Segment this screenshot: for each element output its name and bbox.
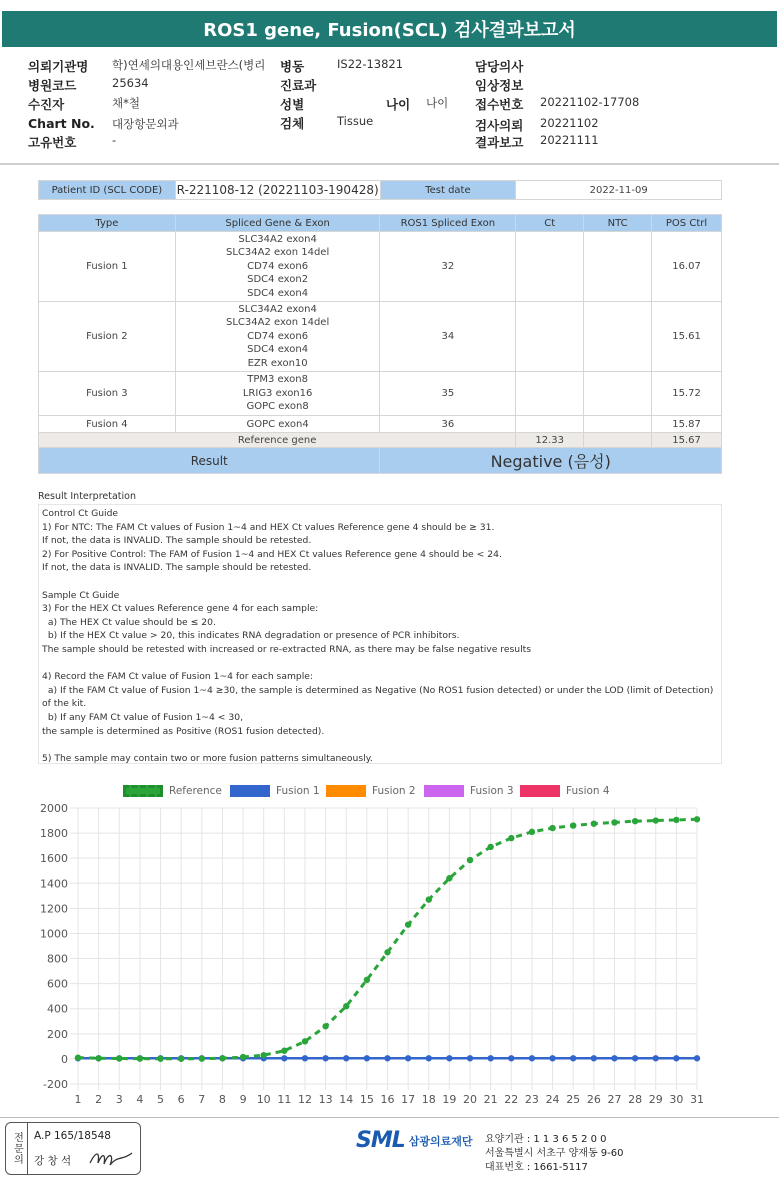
table-row — [39, 372, 722, 416]
row-genes: SLC34A2 exon4 SLC34A2 exon 14del CD74 exon6 SDC4 exon2 SDC4 exon4 — [175, 232, 380, 302]
legend-fusion-4[interactable] — [520, 785, 610, 797]
row-type: Fusion 4 — [39, 416, 176, 433]
data-point — [549, 825, 555, 831]
x-tick-label: 24 — [545, 1093, 560, 1106]
data-point — [529, 1055, 535, 1061]
y-tick-label: 200 — [47, 1027, 68, 1041]
logo-mark: SML — [356, 1128, 405, 1153]
x-tick-label: 10 — [256, 1093, 271, 1106]
data-point — [199, 1055, 205, 1061]
x-tick-label: 19 — [442, 1093, 457, 1106]
data-point — [508, 1055, 514, 1061]
value-request-date: 20221102 — [540, 116, 599, 130]
y-tick-label: 1000 — [40, 927, 68, 941]
data-point — [240, 1054, 246, 1060]
data-point — [157, 1056, 163, 1062]
x-tick-label: 2 — [95, 1093, 103, 1106]
reference-ct: 12.33 — [516, 433, 584, 448]
data-point — [343, 1003, 349, 1009]
x-tick-label: 25 — [566, 1093, 581, 1106]
table-row — [39, 416, 722, 433]
x-tick-label: 15 — [359, 1093, 374, 1106]
data-point — [591, 820, 597, 826]
report-title: ROS1 gene, Fusion(SCL) 검사결과보고서 — [2, 11, 777, 47]
y-tick-label: 400 — [47, 1002, 68, 1016]
label-clinical-info: 임상정보 — [475, 78, 524, 93]
label-ward: 병동 — [280, 59, 305, 74]
x-tick-label: 21 — [483, 1093, 498, 1106]
results-table — [38, 214, 722, 474]
legend-fusion-1[interactable] — [230, 785, 320, 797]
x-tick-label: 20 — [463, 1093, 478, 1106]
data-point — [467, 857, 473, 863]
result-value: Negative (음성) — [380, 448, 722, 474]
x-tick-label: 7 — [198, 1093, 206, 1106]
row-genes: GOPC exon4 — [175, 416, 380, 433]
x-tick-label: 1 — [74, 1093, 82, 1106]
data-point — [446, 1055, 452, 1061]
x-tick-label: 18 — [421, 1093, 436, 1106]
interpretation-title: Result Interpretation — [38, 491, 136, 502]
signature-icon — [88, 1147, 136, 1169]
row-genes: TPM3 exon8 LRIG3 exon16 GOPC exon8 — [175, 372, 380, 416]
x-tick-label: 23 — [524, 1093, 539, 1106]
label-unique-no: 고유번호 — [28, 135, 77, 150]
data-point — [302, 1055, 308, 1061]
data-point — [384, 1055, 390, 1061]
data-point — [611, 1055, 617, 1061]
data-point — [178, 1056, 184, 1062]
row-pos: 15.61 — [652, 302, 722, 372]
data-point — [446, 875, 452, 881]
data-point — [343, 1055, 349, 1061]
data-point — [322, 1055, 328, 1061]
x-tick-label: 26 — [586, 1093, 601, 1106]
y-tick-label: 1600 — [40, 852, 68, 866]
row-ros1: 36 — [380, 416, 516, 433]
value-chart-no: 대장항문외과 — [112, 117, 179, 131]
col-spliced-gene: Spliced Gene & Exon — [175, 215, 380, 232]
x-tick-label: 3 — [115, 1093, 123, 1106]
result-label: Result — [39, 448, 380, 474]
data-point — [426, 1055, 432, 1061]
value-institution: 학)연세의대용인세브란스(병리 — [112, 58, 266, 72]
legend-label: Fusion 2 — [372, 785, 416, 797]
label-institution: 의뢰기관명 — [28, 59, 89, 74]
data-point — [281, 1048, 287, 1054]
y-tick-label: 1200 — [40, 902, 68, 916]
legend-label: Fusion 1 — [276, 785, 320, 797]
value-age: 나이 — [426, 96, 449, 110]
doctor-name: 강 창 석 — [34, 1155, 72, 1167]
data-point — [426, 896, 432, 902]
results-header-row — [39, 215, 722, 232]
legend-fusion-3[interactable] — [424, 785, 514, 797]
label-report-date: 결과보고 — [475, 135, 524, 150]
data-point — [75, 1054, 81, 1060]
row-ntc — [584, 416, 652, 433]
footer-divider — [0, 1117, 779, 1118]
x-tick-label: 17 — [401, 1093, 416, 1106]
data-point — [632, 818, 638, 824]
row-ros1: 32 — [380, 232, 516, 302]
label-specimen: 검체 — [280, 116, 305, 131]
label-hospital-code: 병원코드 — [28, 78, 77, 93]
stamp-side-label — [6, 1123, 28, 1174]
x-tick-label: 9 — [239, 1093, 247, 1106]
data-point — [137, 1055, 143, 1061]
data-point — [116, 1055, 122, 1061]
data-point — [322, 1023, 328, 1029]
x-tick-label: 6 — [177, 1093, 185, 1106]
label-age: 나이 — [386, 97, 411, 112]
x-tick-label: 5 — [157, 1093, 165, 1106]
value-specimen: Tissue — [337, 114, 374, 128]
label-receipt-no: 접수번호 — [475, 97, 524, 112]
y-tick-label: 2000 — [40, 802, 68, 815]
row-pos: 15.87 — [652, 416, 722, 433]
legend-swatch — [520, 785, 560, 797]
row-type: Fusion 2 — [39, 302, 176, 372]
data-point — [673, 817, 679, 823]
col-ntc: NTC — [584, 215, 652, 232]
institution-code: 요양기관 : 1 1 3 6 5 2 0 0 — [485, 1134, 607, 1145]
row-type: Fusion 3 — [39, 372, 176, 416]
data-point — [302, 1038, 308, 1044]
stamp-side-text: 전문의 — [11, 1132, 23, 1165]
patient-id-value: R-221108-12 (20221103-190428) — [175, 181, 380, 200]
data-point — [694, 816, 700, 822]
test-date-label: Test date — [380, 181, 516, 200]
label-chart-no: Chart No. — [28, 116, 95, 131]
legend-fusion-2[interactable] — [326, 785, 416, 797]
result-row — [39, 448, 722, 474]
org-name: 삼광의료재단 — [408, 1134, 473, 1148]
row-ct — [516, 416, 584, 433]
row-ct — [516, 372, 584, 416]
row-ros1: 35 — [380, 372, 516, 416]
x-tick-label: 22 — [504, 1093, 519, 1106]
legend-label: Fusion 4 — [566, 785, 610, 797]
row-ct — [516, 302, 584, 372]
x-tick-label: 16 — [380, 1093, 395, 1106]
row-ct — [516, 232, 584, 302]
data-point — [364, 1055, 370, 1061]
data-point — [611, 819, 617, 825]
y-tick-label: 800 — [47, 952, 68, 966]
table-row — [39, 302, 722, 372]
data-point — [219, 1055, 225, 1061]
data-point — [508, 835, 514, 841]
x-tick-label: 31 — [690, 1093, 704, 1106]
y-tick-label: 0 — [61, 1052, 68, 1066]
x-tick-label: 13 — [318, 1093, 333, 1106]
x-tick-label: 4 — [136, 1093, 144, 1106]
license-number: A.P 165/18548 — [34, 1130, 111, 1142]
col-ros1-exon: ROS1 Spliced Exon — [380, 215, 516, 232]
label-request-date: 검사의뢰 — [475, 118, 524, 133]
value-patient: 채*철 — [112, 96, 140, 110]
data-point — [591, 1055, 597, 1061]
data-point — [281, 1055, 287, 1061]
legend-label: Reference — [169, 785, 222, 797]
x-tick-label: 11 — [277, 1093, 292, 1106]
reference-pos: 15.67 — [652, 433, 722, 448]
doctor-stamp — [5, 1122, 141, 1175]
x-tick-label: 29 — [648, 1093, 663, 1106]
value-report-date: 20221111 — [540, 133, 599, 147]
row-ntc — [584, 302, 652, 372]
data-point — [487, 844, 493, 850]
x-tick-label: 30 — [669, 1093, 684, 1106]
label-department: 진료과 — [280, 78, 317, 93]
legend-label: Fusion 3 — [470, 785, 514, 797]
phone-number: 대표번호 : 1661-5117 — [485, 1162, 588, 1173]
row-genes: SLC34A2 exon4 SLC34A2 exon 14del CD74 exon6 SDC4 exon4 EZR exon10 — [175, 302, 380, 372]
legend-swatch — [123, 785, 163, 797]
x-tick-label: 27 — [607, 1093, 622, 1106]
x-tick-label: 28 — [628, 1093, 643, 1106]
data-point — [384, 949, 390, 955]
row-type: Fusion 1 — [39, 232, 176, 302]
data-point — [549, 1055, 555, 1061]
data-point — [364, 977, 370, 983]
data-point — [694, 1055, 700, 1061]
test-date-value: 2022-11-09 — [516, 181, 722, 200]
col-pos-ctrl: POS Ctrl — [652, 215, 722, 232]
pcr-amplification-chart — [0, 800, 779, 1112]
interpretation-text: Control Ct Guide 1) For NTC: The FAM Ct values of Fusion 1~4 and HEX Ct values Reference gene 4 should be ≥ 31. If not, the data is INVALID. The sample should be retested. 2) For Positive Control: The FAM of Fusion 1~4 and HEX Ct values Reference gene 4 should be < 24. If not, the data is INVALID. The sample should be retested. Sample Ct Guide 3) For the HEX Ct values Reference gene 4 for each sample: a) The HEX Ct value should be ≤ 20. b) If the HEX Ct value > 20, this indicates RNA degradation or presence of PCR inhibitors. The sample should be retested with increased or re-extracted RNA, as there may be false negative results 4) Record the FAM Ct value of Fusion 1~4 for each sample: a) If the FAM Ct value of Fusion 1~4 ≥30, the sample is determined as Negative (No ROS1 fusion detected) or under the LOD (limit of Detection) of the kit. b) If any FAM Ct value of Fusion 1~4 < 30, the sample is determined as Positive (ROS1 fusion detected). 5) The sample may contain two or more fusion patterns simultaneously. — [38, 504, 722, 764]
x-tick-label: 14 — [339, 1093, 354, 1106]
value-hospital-code: 25634 — [112, 76, 149, 90]
x-tick-label: 12 — [297, 1093, 312, 1106]
data-point — [632, 1055, 638, 1061]
reference-gene-row — [39, 433, 722, 448]
legend-reference[interactable] — [123, 785, 222, 797]
data-point — [529, 829, 535, 835]
header-divider — [0, 163, 779, 165]
data-point — [673, 1055, 679, 1061]
col-type: Type — [39, 215, 176, 232]
row-ntc — [584, 232, 652, 302]
reference-ntc — [584, 433, 652, 448]
legend-swatch — [326, 785, 366, 797]
data-point — [405, 1055, 411, 1061]
data-point — [95, 1055, 101, 1061]
label-sex: 성별 — [280, 97, 305, 112]
data-point — [467, 1055, 473, 1061]
patient-id-label: Patient ID (SCL CODE) — [39, 181, 176, 200]
table-row — [39, 232, 722, 302]
row-pos: 16.07 — [652, 232, 722, 302]
y-tick-label: 1800 — [40, 827, 68, 841]
data-point — [653, 817, 659, 823]
data-point — [487, 1055, 493, 1061]
col-ct: Ct — [516, 215, 584, 232]
legend-swatch — [230, 785, 270, 797]
row-ntc — [584, 372, 652, 416]
sml-logo — [356, 1128, 473, 1153]
data-point — [405, 921, 411, 927]
row-pos: 15.72 — [652, 372, 722, 416]
value-receipt-no: 20221102-17708 — [540, 95, 640, 109]
reference-gene-label: Reference gene — [39, 433, 516, 448]
x-tick-label: 8 — [218, 1093, 226, 1106]
value-ward: IS22-13821 — [337, 57, 404, 71]
y-tick-label: 600 — [47, 977, 68, 991]
legend-swatch — [424, 785, 464, 797]
value-unique-no: - — [112, 133, 117, 147]
chart-legend — [0, 785, 779, 801]
y-tick-label: -200 — [43, 1078, 68, 1091]
data-point — [570, 1055, 576, 1061]
y-tick-label: 1400 — [40, 877, 68, 891]
address: 서울특별시 서초구 양재동 9-60 — [485, 1148, 624, 1159]
patient-id-table — [38, 180, 722, 200]
label-physician: 담당의사 — [475, 59, 524, 74]
row-ros1: 34 — [380, 302, 516, 372]
data-point — [653, 1055, 659, 1061]
data-point — [570, 822, 576, 828]
data-point — [261, 1052, 267, 1058]
label-patient: 수진자 — [28, 97, 65, 112]
